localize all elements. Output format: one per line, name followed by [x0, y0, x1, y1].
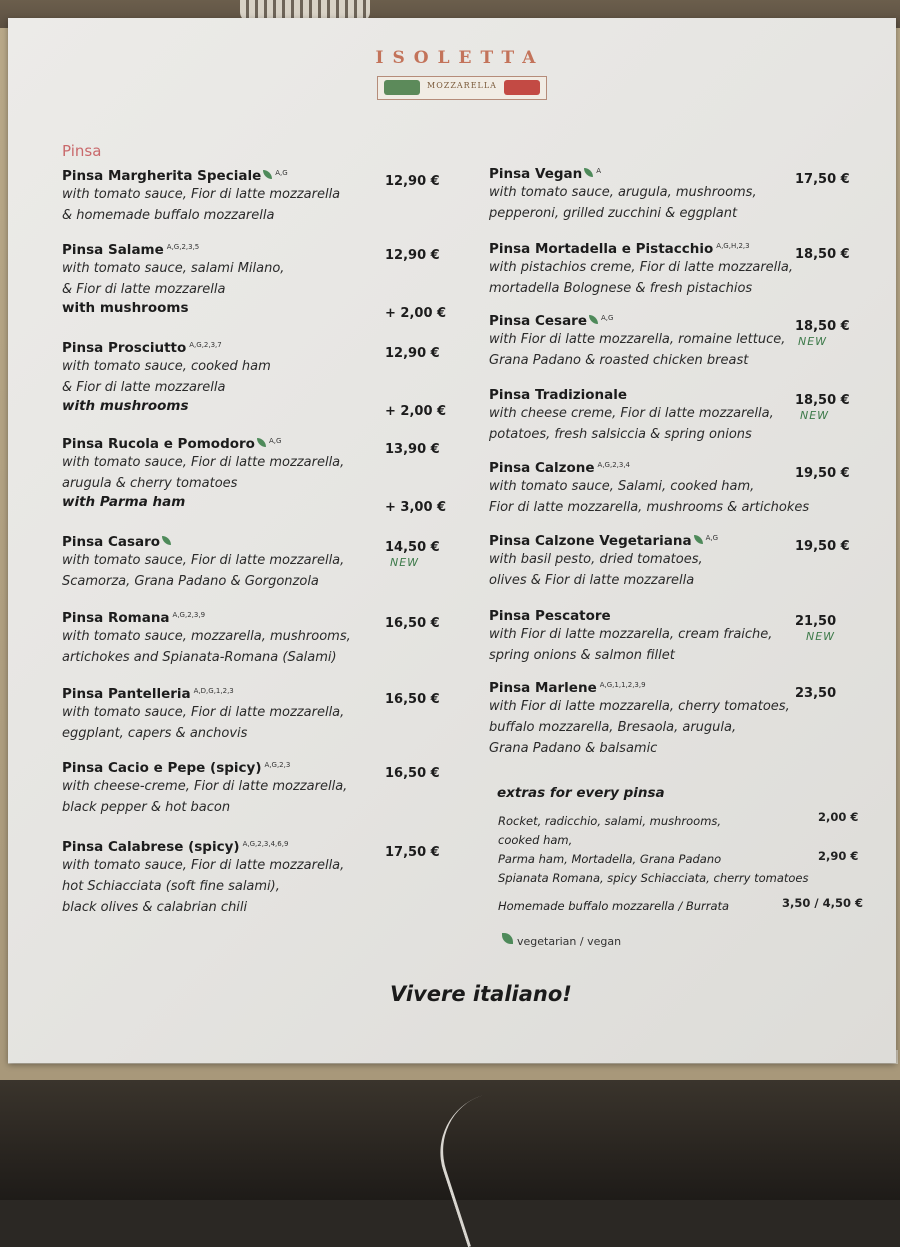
item-price: 13,90 € — [385, 442, 440, 457]
item-description: with cheese creme, Fior di latte mozzarella, — [489, 406, 774, 421]
item-name-text: Pinsa Prosciutto — [62, 340, 187, 356]
item-name — [489, 460, 809, 476]
item-name-text: Pinsa Calzone Vegetariana — [489, 533, 692, 549]
item-description: Fior di latte mozzarella, mushrooms & artichokes — [489, 500, 810, 515]
item-description: with basil pesto, dried tomatoes, — [489, 552, 703, 567]
option-price: + 2,00 € — [385, 404, 447, 419]
menu-item — [62, 242, 284, 316]
item-description: black pepper & hot bacon — [62, 800, 231, 815]
item-description: buffalo mozzarella, Bresaola, arugula, — [489, 720, 737, 735]
item-description: with tomato sauce, arugula, mushrooms, — [489, 185, 757, 200]
extra-price: 3,50 / 4,50 € — [782, 896, 863, 910]
menu-item — [62, 436, 344, 510]
item-name-text: Pinsa Cesare — [489, 313, 588, 329]
item-name — [62, 686, 344, 702]
menu-item — [489, 460, 809, 518]
new-badge: NEW — [806, 630, 836, 643]
leaf-icon — [162, 536, 171, 545]
item-description: with tomato sauce, Fior di latte mozzarella, — [62, 858, 345, 873]
item-description: with tomato sauce, cooked ham — [62, 359, 271, 374]
menu-item — [62, 340, 271, 414]
item-price: 12,90 € — [385, 248, 440, 263]
item-name-text: Pinsa Casaro — [62, 534, 161, 550]
item-name — [62, 242, 284, 258]
menu-item — [62, 534, 344, 592]
allergen-codes: A,G — [275, 168, 288, 177]
item-name — [489, 608, 772, 624]
allergen-codes: A,G — [268, 436, 282, 445]
item-description: artichokes and Spianata-Romana (Salami) — [62, 650, 337, 665]
item-name-text: Pinsa Salame — [62, 242, 164, 258]
item-description: potatoes, fresh salsiccia & spring onions — [489, 427, 752, 442]
item-description: eggplant, capers & anchovis — [62, 726, 248, 741]
restaurant-logo-name: ISOLETTA — [375, 48, 545, 68]
leaf-icon — [263, 170, 272, 179]
allergen-codes: A,G — [601, 313, 614, 322]
item-description: with pistachios creme, Fior di latte mozzarella, — [489, 260, 794, 275]
item-description: with tomato sauce, Salami, cooked ham, — [489, 479, 755, 494]
item-price: 14,50 € — [385, 540, 440, 555]
item-price: 16,50 € — [385, 692, 440, 707]
item-option: with mushrooms — [62, 300, 189, 316]
extra-item-line: Homemade buffalo mozzarella / Burrata — [498, 899, 730, 913]
new-badge: NEW — [798, 335, 828, 348]
item-price: 23,50 — [795, 686, 837, 701]
menu-item — [62, 839, 344, 918]
item-name — [62, 168, 340, 184]
item-description: olives & Fior di latte mozzarella — [489, 573, 695, 588]
menu-item — [62, 686, 344, 744]
item-name — [62, 436, 344, 452]
item-name — [489, 533, 718, 549]
item-price: 16,50 € — [385, 616, 440, 631]
extras-title: extras for every pinsa — [497, 785, 665, 801]
item-price: 18,50 € — [795, 319, 850, 334]
item-name-text: Pinsa Calzone — [489, 460, 595, 476]
logo-green-block — [384, 80, 420, 95]
menu-item — [489, 241, 793, 299]
menu-item — [489, 608, 772, 666]
item-name — [489, 313, 785, 329]
menu-item — [62, 168, 340, 226]
item-description: with tomato sauce, Fior di latte mozzarella, — [62, 455, 345, 470]
leaf-icon — [584, 168, 593, 177]
item-description: pepperoni, grilled zucchini & eggplant — [489, 206, 738, 221]
allergen-codes: A,G,H,2,3 — [716, 241, 750, 250]
item-description: Grana Padano & balsamic — [489, 741, 658, 756]
item-price: 12,90 € — [385, 346, 440, 361]
new-badge: NEW — [390, 556, 420, 569]
item-description: with tomato sauce, Fior di latte mozzarella, — [62, 705, 345, 720]
item-price: 17,50 € — [795, 172, 850, 187]
item-name-text: Pinsa Vegan — [489, 166, 583, 182]
item-description: & homemade buffalo mozzarella — [62, 208, 275, 223]
item-description: with Fior di latte mozzarella, cream fraiche, — [489, 627, 773, 642]
restaurant-logo-band — [377, 76, 547, 100]
item-name — [62, 534, 344, 550]
allergen-codes: A,G,1,1,2,3,9 — [599, 680, 646, 689]
item-name — [489, 680, 790, 696]
item-name-text: Pinsa Rucola e Pomodoro — [62, 436, 255, 452]
item-description: black olives & calabrian chili — [62, 900, 248, 915]
item-name — [489, 166, 757, 182]
item-description: hot Schiacciata (soft fine salami), — [62, 879, 280, 894]
item-name — [489, 387, 774, 403]
extra-item — [498, 850, 809, 888]
item-description: & Fior di latte mozzarella — [62, 380, 226, 395]
allergen-codes: A,G,2,3,4 — [597, 460, 631, 469]
item-description: with tomato sauce, Fior di latte mozzarella — [62, 187, 341, 202]
item-description: spring onions & salmon fillet — [489, 648, 675, 663]
allergen-codes: A,G,2,3,9 — [172, 610, 206, 619]
item-description: Scamorza, Grana Padano & Gorgonzola — [62, 574, 319, 589]
allergen-codes: A,G,2,3,7 — [189, 340, 222, 349]
leaf-icon — [589, 315, 598, 324]
menu-item — [489, 313, 785, 371]
menu-item — [489, 533, 718, 591]
extra-item-line: cooked ham, — [498, 833, 573, 847]
menu-item — [62, 760, 347, 818]
item-price: 18,50 € — [795, 393, 850, 408]
allergen-codes: A,G,2,3,5 — [166, 242, 200, 251]
extra-item — [498, 812, 721, 850]
item-price: 19,50 € — [795, 466, 850, 481]
menu-item — [489, 166, 757, 224]
new-badge: NEW — [800, 409, 830, 422]
menu-item — [489, 680, 790, 759]
item-description: with Fior di latte mozzarella, romaine lettuce, — [489, 332, 786, 347]
item-price: 19,50 € — [795, 539, 850, 554]
logo-band-text: MOZZARELLA — [427, 81, 497, 90]
legend-text: vegetarian / vegan — [517, 935, 622, 948]
allergen-codes: A,D,G,1,2,3 — [193, 686, 234, 695]
option-price: + 2,00 € — [385, 306, 447, 321]
extra-item-line: Rocket, radicchio, salami, mushrooms, — [498, 814, 722, 828]
extra-price: 2,90 € — [818, 849, 859, 863]
item-name-text: Pinsa Margherita Speciale — [62, 168, 262, 184]
item-description: Grana Padano & roasted chicken breast — [489, 353, 749, 368]
item-option: with Parma ham — [62, 494, 186, 510]
allergen-codes: A,G,2,3 — [264, 760, 291, 769]
item-name-text: Pinsa Mortadella e Pistacchio — [489, 241, 714, 257]
item-price: 17,50 € — [385, 845, 440, 860]
allergen-codes: A — [596, 166, 602, 175]
item-name-text: Pinsa Pescatore — [489, 608, 611, 624]
option-price: + 3,00 € — [385, 500, 447, 515]
allergen-codes: A,G,2,3,4,6,9 — [242, 839, 289, 848]
leaf-icon — [694, 535, 703, 544]
logo-red-block — [504, 80, 540, 95]
item-description: arugula & cherry tomatoes — [62, 476, 238, 491]
menu-item — [62, 610, 351, 668]
item-name-text: Pinsa Romana — [62, 610, 170, 626]
item-price: 18,50 € — [795, 247, 850, 262]
legend — [500, 933, 621, 948]
item-name — [62, 760, 347, 776]
item-description: with tomato sauce, Fior di latte mozzarella, — [62, 553, 345, 568]
item-price: 12,90 € — [385, 174, 440, 189]
allergen-codes: A,G — [705, 533, 719, 542]
extra-item — [498, 897, 729, 916]
section-title: Pinsa — [62, 142, 102, 160]
item-name — [489, 241, 793, 257]
item-description: with cheese-creme, Fior di latte mozzarella, — [62, 779, 348, 794]
menu-item — [489, 387, 774, 445]
item-name — [62, 340, 271, 356]
item-name-text: Pinsa Cacio e Pepe (spicy) — [62, 760, 262, 776]
item-description: & Fior di latte mozzarella — [62, 282, 226, 297]
item-description: with tomato sauce, salami Milano, — [62, 261, 285, 276]
leaf-icon — [502, 933, 513, 944]
item-description: mortadella Bolognese & fresh pistachios — [489, 281, 753, 296]
item-name-text: Pinsa Tradizionale — [489, 387, 628, 403]
item-name-text: Pinsa Pantelleria — [62, 686, 191, 702]
slogan: Vivere italiano! — [390, 982, 572, 1006]
item-name — [62, 610, 351, 626]
item-price: 16,50 € — [385, 766, 440, 781]
item-name — [62, 839, 344, 855]
leaf-icon — [257, 438, 266, 447]
item-price: 21,50 — [795, 614, 837, 629]
item-option: with mushrooms — [62, 398, 189, 414]
extra-item-line: Parma ham, Mortadella, Grana Padano — [498, 852, 722, 866]
item-description: with Fior di latte mozzarella, cherry tomatoes, — [489, 699, 790, 714]
extra-item-line: Spianata Romana, spicy Schiacciata, cherry tomatoes — [498, 871, 809, 885]
item-name-text: Pinsa Calabrese (spicy) — [62, 839, 240, 855]
extra-price: 2,00 € — [818, 810, 859, 824]
item-name-text: Pinsa Marlene — [489, 680, 597, 696]
item-description: with tomato sauce, mozzarella, mushrooms, — [62, 629, 351, 644]
